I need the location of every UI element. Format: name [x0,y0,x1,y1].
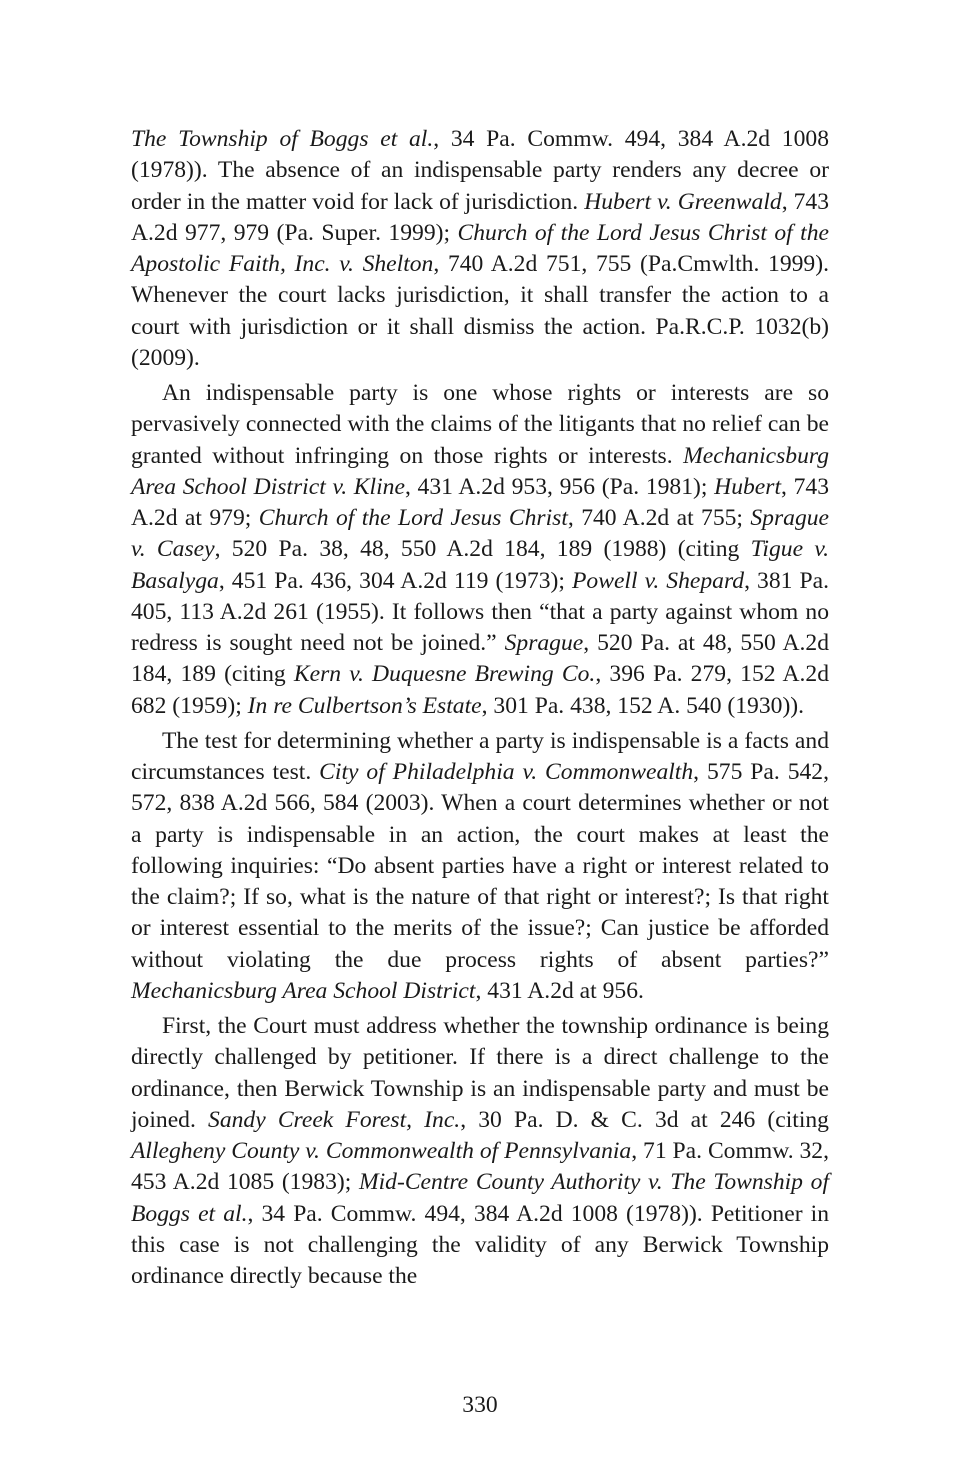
paragraph [131,124,829,374]
body-text: , 431 A.2d 953, 956 (Pa. 1981); [404,473,715,500]
body-text: , 743 A.2d at 979; [131,473,830,531]
page-number: 330 [462,1392,498,1418]
body-text: , 740 A.2d at 755; [567,505,751,531]
paragraph [131,1011,829,1292]
body-text: The test for determining whether a party is indispensable is a facts and circumstances test. [131,727,829,785]
case-citation: Kern v. Duquesne Brewing Co. [293,661,596,688]
body-text: , 301 Pa. 438, 152 A. 540 (1930)). [481,692,805,719]
case-citation: City of Philadelphia v. Commonwealth [319,759,694,785]
body-text: , 520 Pa. 38, 48, 550 A.2d 184, 189 (1988) (citing [214,536,751,563]
case-citation: Tigue v. Basalyga [131,536,829,594]
body-text: , 381 Pa. 405, 113 A.2d 261 (1955). It follows then “that a party against whom no redress is sought need not be joined.” [131,567,829,656]
body-text: , 431 A.2d at 956. [475,977,644,1004]
case-citation: Allegheny County v. Commonwealth of Pennsylvania [131,1138,632,1164]
case-citation: Powell v. Shepard [572,567,745,594]
body-text: , 34 Pa. Commw. 494, 384 A.2d 1008 (1978)). Petitioner in this case is not challenging the validity of any Berwick Township ordinance directly because the [131,1200,830,1289]
case-citation: Church of the Lord Jesus Christ of the Apostolic Faith, Inc. v. Shelton [131,219,829,277]
case-citation: Hubert [714,473,781,500]
case-citation: Church of the Lord Jesus Christ [258,505,568,531]
case-citation: Sprague v. Casey [131,505,830,563]
body-text: First, the Court must address whether the township ordinance is being directly challenged by petitioner. If there is a direct challenge to the ordinance, then Berwick Township is an indispensable party and must be joined. [131,1013,829,1133]
body-text: , 520 Pa. at 48, 550 A.2d 184, 189 (citing [131,630,829,688]
body-text: , 71 Pa. Commw. 32, 453 A.2d 1085 (1983); [131,1138,829,1196]
body-text: , 740 A.2d 751, 755 (Pa.Cmwlth. 1999). Whenever the court lacks jurisdiction, it shall transfer the action to a court with jurisdiction or it shall dismiss the action. Pa.R.C.P. 1032(b) (2009). [131,251,829,371]
case-citation: Sprague [504,630,584,656]
body-text: , 743 A.2d 977, 979 (Pa. Super. 1999); [131,188,829,246]
case-citation: Mechanicsburg Area School District [131,977,476,1004]
body-text: , 575 Pa. 542, 572, 838 A.2d 566, 584 (2003). When a court determines whether or not a party is indispensable in an action, the court makes at least the following inquiries: “Do absent parties have a right or interest related to the claim?; If so, what is the nature of that right or interest?; Is that right or interest essential to the merits of the issue?; Can justice be afforded without violating the due process rights of absent parties?” [131,759,830,973]
body-text: An indispensable party is one whose rights or interests are so pervasively connected with the claims of the litigants that no relief can be granted without infringing on those rights or interests. [131,380,829,469]
body-text: , 451 Pa. 436, 304 A.2d 119 (1973); [218,567,573,594]
body-text: , 396 Pa. 279, 152 A.2d 682 (1959); [131,661,829,719]
case-citation: Mechanicsburg Area School District v. Kline [131,442,829,500]
case-citation: Sandy Creek Forest, Inc. [208,1106,461,1133]
case-citation: The Township of Boggs et al. [131,126,434,152]
case-citation: Hubert v. Greenwald [584,188,782,215]
case-citation: Mid-Centre County Authority v. The Township of Boggs et al. [131,1169,830,1227]
body-text: , 30 Pa. D. & C. 3d at 246 (citing [460,1106,829,1133]
paragraph [131,378,829,722]
case-citation: In re Culbertson’s Estate [247,692,482,719]
paragraph [131,726,829,1007]
document-body [131,124,829,1292]
body-text: , 34 Pa. Commw. 494, 384 A.2d 1008 (1978)). The absence of an indispensable party renders any decree or order in the matter void for lack of jurisdiction. [131,126,829,215]
